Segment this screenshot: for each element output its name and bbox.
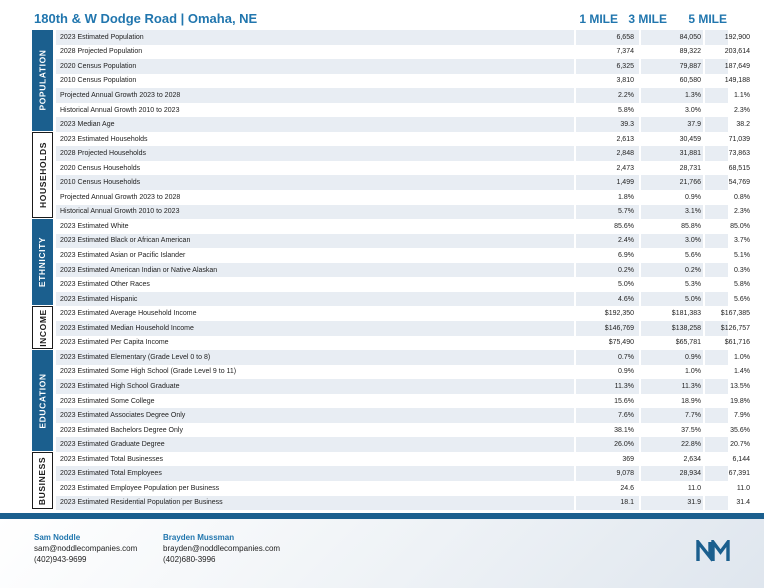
value-3-mile: 5.0% [685,295,701,303]
row-label: Historical Annual Growth 2010 to 2023 [60,208,180,216]
value-5-mile: 13.5% [730,382,750,390]
column-separator [703,306,705,321]
column-separator [639,146,641,161]
row-label: Historical Annual Growth 2010 to 2023 [60,106,180,114]
column-separator [703,248,705,263]
column-separator [639,30,641,45]
row-label: 2023 Estimated Bachelors Degree Only [60,426,183,434]
value-3-mile: 3.1% [685,208,701,216]
table-row [56,161,750,176]
row-label: 2023 Estimated Residential Population per Business [60,499,223,507]
value-1-mile: 2,848 [616,150,634,158]
value-5-mile: $61,716 [724,339,750,347]
value-5-mile: $126,757 [720,324,750,332]
value-5-mile: 73,863 [728,150,750,158]
section-label-box [32,306,53,349]
table-row [56,117,750,132]
row-label: 2010 Census Households [60,179,141,187]
column-separator [703,45,705,60]
section-label: BUSINESS [37,456,48,505]
row-label: 2023 Estimated Average Household Income [60,310,197,318]
column-separator [574,379,576,394]
column-separator [639,321,641,336]
section-label: INCOME [37,308,48,347]
section-population [32,30,750,132]
column-separator [703,175,705,190]
value-1-mile: 9,078 [616,470,634,478]
column-separator [703,30,705,45]
table-row [56,45,750,60]
value-5-mile: 5.6% [734,295,750,303]
value-3-mile: 11.3% [681,382,701,390]
value-1-mile: 7.6% [618,412,634,420]
value-3-mile: 1.0% [685,368,701,376]
column-separator [574,394,576,409]
value-1-mile: 2.4% [618,237,634,245]
row-label: 2023 Estimated High School Graduate [60,382,180,390]
value-1-mile: 6,658 [616,33,634,41]
row-label: 2020 Census Population [60,62,137,70]
row-label: 2028 Projected Population [60,48,143,56]
column-separator [639,452,641,467]
column-separator [703,88,705,103]
value-1-mile: 0.2% [618,266,634,274]
value-3-mile: 1.3% [685,91,701,99]
table-row [56,452,750,467]
value-5-mile: 31.4 [736,499,750,507]
column-separator [703,117,705,132]
value-3-mile: 31.9 [687,499,701,507]
value-3-mile: $138,258 [671,324,701,332]
row-label: 2023 Estimated Associates Degree Only [60,412,186,420]
value-5-mile: 149,188 [724,77,750,85]
section-education [32,350,750,452]
value-1-mile: 1,499 [616,179,634,187]
table-row [56,30,750,45]
value-3-mile: 84,050 [679,33,701,41]
value-3-mile: 3.0% [685,237,701,245]
row-label: 2023 Estimated Other Races [60,281,150,289]
column-separator [574,219,576,234]
section-label: POPULATION [37,49,48,111]
column-separator [574,292,576,307]
section-label: EDUCATION [37,372,48,429]
column-separator [639,219,641,234]
value-5-mile: 0.8% [734,193,750,201]
value-1-mile: 369 [622,455,634,463]
company-logo-icon [696,540,730,562]
value-5-mile: 85.0% [730,222,750,230]
column-separator [639,161,641,176]
column-separator [574,408,576,423]
value-1-mile: 26.0% [614,441,634,449]
contact-email[interactable]: sam@noddlecompanies.com [34,544,138,553]
value-1-mile: 2,473 [616,164,634,172]
column-separator [703,452,705,467]
value-5-mile: 7.9% [734,412,750,420]
column-separator [639,496,641,511]
column-separator [639,379,641,394]
value-1-mile: 39.3 [620,121,634,129]
row-label: 2020 Census Households [60,164,141,172]
value-3-mile: 3.0% [685,106,701,114]
table-row [56,365,750,380]
column-separator [639,336,641,351]
column-separator [639,59,641,74]
value-1-mile: 6,325 [616,62,634,70]
column-separator [639,205,641,220]
row-label: 2023 Estimated Total Businesses [60,455,163,463]
contact-card-2 [163,532,280,565]
column-separator [703,481,705,496]
value-3-mile: 37.9 [687,121,701,129]
value-3-mile: 31,881 [679,150,701,158]
value-1-mile: 24.6 [620,484,634,492]
value-3-mile: $181,383 [671,310,701,318]
column-separator [703,379,705,394]
table-row [56,292,750,307]
column-separator [574,88,576,103]
column-separator [639,481,641,496]
value-3-mile: 30,459 [679,135,701,143]
value-3-mile: 85.8% [681,222,701,230]
value-5-mile: 71,039 [728,135,750,143]
report-header [0,0,764,28]
table-row [56,175,750,190]
column-separator [639,408,641,423]
column-separator [703,408,705,423]
value-3-mile: 18.9% [681,397,701,405]
column-separator [639,365,641,380]
section-label-box [32,452,53,509]
column-separator [703,277,705,292]
value-5-mile: 192,900 [724,33,750,41]
table-row [56,234,750,249]
section-label: ETHNICITY [37,237,48,288]
column-separator [639,350,641,365]
column-separator [574,321,576,336]
value-5-mile: 3.7% [734,237,750,245]
row-label: 2023 Median Age [60,121,115,129]
value-1-mile: 5.7% [618,208,634,216]
table-row [56,277,750,292]
section-label: HOUSEHOLDS [37,141,48,208]
column-separator [703,103,705,118]
table-row [56,132,750,147]
contact-phone[interactable]: (402)680-3996 [163,555,216,564]
value-1-mile: $146,769 [604,324,634,332]
table-row [56,423,750,438]
column-separator [639,117,641,132]
row-label: 2023 Estimated Elementary (Grade Level 0 to 8) [60,353,211,361]
contact-name: Brayden Mussman [163,533,235,542]
table-row [56,481,750,496]
table-row [56,205,750,220]
table-row [56,146,750,161]
row-label: 2023 Estimated Median Household Income [60,324,194,332]
value-1-mile: 2.2% [618,91,634,99]
column-separator [574,190,576,205]
column-header-1-mile: 1 MILE [579,12,618,26]
column-separator [639,45,641,60]
column-separator [639,190,641,205]
table-row [56,336,750,351]
column-separator [703,321,705,336]
table-row [56,437,750,452]
contact-phone[interactable]: (402)943-9699 [34,555,87,564]
column-separator [574,423,576,438]
column-separator [639,88,641,103]
value-5-mile: 1.4% [734,368,750,376]
row-label: 2023 Estimated Asian or Pacific Islander [60,252,186,259]
value-3-mile: 28,731 [679,164,701,172]
value-5-mile: 5.1% [734,252,750,259]
column-separator [639,423,641,438]
row-label: 2023 Estimated White [60,222,129,230]
table-row [56,496,750,511]
value-3-mile: 0.9% [685,353,701,361]
column-separator [703,365,705,380]
value-3-mile: 79,887 [679,62,701,70]
row-label: 2023 Estimated American Indian or Native Alaskan [60,266,218,274]
column-separator [639,292,641,307]
value-1-mile: 7,374 [616,48,634,56]
column-separator [574,30,576,45]
value-3-mile: 0.2% [685,266,701,274]
value-5-mile: 1.1% [734,91,750,99]
value-5-mile: 68,515 [728,164,750,172]
column-separator [703,146,705,161]
table-row [56,103,750,118]
value-1-mile: 18.1 [620,499,634,507]
column-separator [574,146,576,161]
column-separator [574,277,576,292]
row-label: 2023 Estimated Total Employees [60,470,162,478]
column-separator [703,74,705,89]
column-separator [574,437,576,452]
section-label-box [32,219,53,305]
value-3-mile: 7.7% [685,412,701,420]
column-separator [574,117,576,132]
value-1-mile: 0.9% [618,368,634,376]
table-row [56,248,750,263]
table-row [56,88,750,103]
value-5-mile: 6,144 [732,455,750,463]
value-1-mile: 0.7% [618,353,634,361]
table-row [56,394,750,409]
column-separator [574,365,576,380]
value-1-mile: 85.6% [614,222,634,230]
footer-divider [0,513,764,519]
column-separator [703,161,705,176]
table-row [56,466,750,481]
column-separator [639,306,641,321]
row-label: Projected Annual Growth 2023 to 2028 [60,193,181,201]
contact-email[interactable]: brayden@noddlecompanies.com [163,544,281,553]
value-1-mile: 15.6% [614,397,634,405]
column-separator [574,306,576,321]
table-row [56,408,750,423]
column-separator [703,496,705,511]
value-3-mile: $65,781 [675,339,701,347]
row-label: 2023 Estimated Some College [60,397,155,405]
column-separator [639,466,641,481]
column-separator [639,394,641,409]
value-3-mile: 28,934 [679,470,701,478]
table-row [56,379,750,394]
value-1-mile: 1.8% [618,193,634,201]
contact-name: Sam Noddle [34,533,81,542]
value-3-mile: 0.9% [685,193,701,201]
column-separator [703,466,705,481]
column-separator [703,394,705,409]
column-separator [639,248,641,263]
row-label: Projected Annual Growth 2023 to 2028 [60,91,181,99]
column-separator [703,190,705,205]
value-5-mile: 20.7% [730,441,750,449]
value-1-mile: 2,613 [616,135,634,143]
row-label: 2023 Estimated Black or African American [60,237,191,245]
value-5-mile: 2.3% [734,208,750,216]
column-separator [574,59,576,74]
column-separator [574,205,576,220]
column-separator [639,175,641,190]
value-1-mile: 6.9% [618,252,634,259]
column-separator [703,336,705,351]
value-1-mile: 5.8% [618,106,634,114]
value-1-mile: $192,350 [604,310,634,318]
table-row [56,219,750,234]
column-separator [574,45,576,60]
section-label-box [32,132,53,218]
column-separator [639,277,641,292]
value-5-mile: 38.2 [736,121,750,129]
value-1-mile: $75,490 [608,339,634,347]
column-separator [574,263,576,278]
section-label-box [32,350,53,451]
column-separator [574,350,576,365]
section-income [32,306,750,350]
column-separator [703,219,705,234]
column-separator [574,74,576,89]
value-3-mile: 60,580 [679,77,701,85]
value-5-mile: 35.6% [730,426,750,434]
column-separator [703,292,705,307]
value-3-mile: 5.6% [685,252,701,259]
value-1-mile: 38.1% [614,426,634,434]
column-separator [574,496,576,511]
value-5-mile: 19.8% [730,397,750,405]
column-separator [703,350,705,365]
column-separator [574,234,576,249]
column-separator [574,466,576,481]
value-5-mile: 11.0 [736,484,750,492]
column-separator [574,481,576,496]
column-separator [703,205,705,220]
column-separator [703,437,705,452]
column-separator [639,103,641,118]
value-5-mile: 0.3% [734,266,750,274]
column-separator [574,175,576,190]
column-separator [574,336,576,351]
value-3-mile: 37.5% [681,426,701,434]
row-label: 2023 Estimated Per Capita Income [60,339,169,347]
column-separator [703,423,705,438]
column-separator [639,132,641,147]
column-separator [574,132,576,147]
value-1-mile: 5.0% [618,281,634,289]
value-3-mile: 21,766 [679,179,701,187]
table-row [56,59,750,74]
column-separator [574,248,576,263]
value-5-mile: 187,649 [724,62,750,70]
column-separator [639,74,641,89]
column-separator [703,132,705,147]
column-separator [639,437,641,452]
column-separator [639,234,641,249]
value-5-mile: $167,385 [720,310,750,318]
value-3-mile: 2,634 [683,455,701,463]
column-header-3-mile: 3 MILE [628,12,667,26]
table-row [56,74,750,89]
contact-card-1 [34,532,137,565]
page-title: 180th & W Dodge Road | Omaha, NE [34,11,258,26]
value-3-mile: 89,322 [679,48,701,56]
value-5-mile: 2.3% [734,106,750,114]
value-1-mile: 3,810 [616,77,634,85]
row-label: 2028 Projected Households [60,150,147,158]
value-3-mile: 11.0 [687,484,701,492]
column-separator [639,263,641,278]
value-5-mile: 67,391 [728,470,750,478]
row-label: 2023 Estimated Employee Population per Business [60,484,220,492]
value-1-mile: 4.6% [618,295,634,303]
row-label: 2023 Estimated Households [60,135,148,143]
column-separator [703,234,705,249]
row-label: 2023 Estimated Hispanic [60,295,138,303]
column-separator [703,59,705,74]
row-label: 2010 Census Population [60,77,137,85]
column-header-5-mile: 5 MILE [688,12,727,26]
value-5-mile: 1.0% [734,353,750,361]
table-row [56,321,750,336]
table-row [56,263,750,278]
value-5-mile: 203,614 [724,48,750,56]
row-label: 2023 Estimated Some High School (Grade Level 9 to 11) [60,368,237,376]
table-row [56,306,750,321]
value-5-mile: 5.8% [734,281,750,289]
column-separator [574,103,576,118]
section-label-box [32,30,53,131]
table-row [56,350,750,365]
row-label: 2023 Estimated Population [60,33,144,41]
section-ethnicity [32,219,750,306]
column-separator [703,263,705,278]
section-business [32,452,750,510]
column-separator [574,452,576,467]
section-households [32,132,750,219]
column-separator [574,161,576,176]
value-1-mile: 11.3% [614,382,634,390]
table-row [56,190,750,205]
row-label: 2023 Estimated Graduate Degree [60,441,165,449]
value-3-mile: 22.8% [681,441,701,449]
value-5-mile: 54,769 [728,179,750,187]
value-3-mile: 5.3% [685,281,701,289]
